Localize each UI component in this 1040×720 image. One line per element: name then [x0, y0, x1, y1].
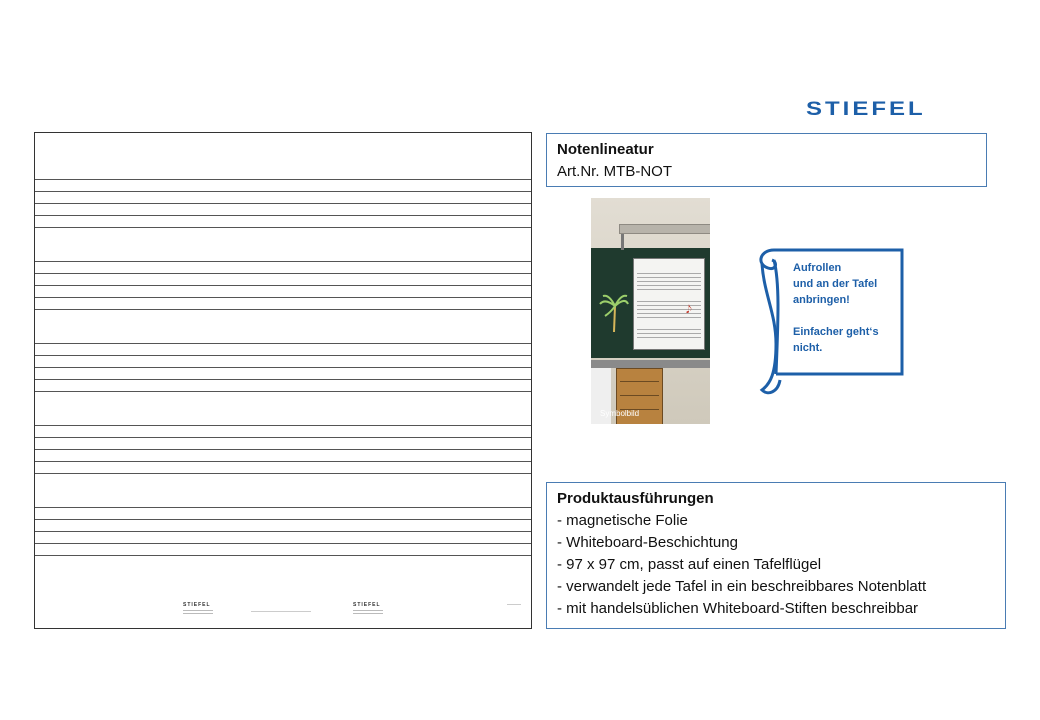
callout-line: Aufrollen	[793, 262, 842, 274]
map-rail	[619, 224, 710, 234]
footer-logo-right: STIEFEL	[353, 602, 381, 608]
features-box	[546, 482, 1006, 629]
callout-line: nicht.	[793, 342, 823, 354]
feature-item: - Whiteboard-Beschichtung	[557, 534, 738, 551]
callout-line: Einfacher geht‘s	[793, 326, 879, 338]
photo-caption: Symbolbild	[600, 409, 640, 418]
features-list	[557, 510, 995, 620]
callout-text	[793, 260, 893, 356]
feature-item: - verwandelt jede Tafel in ein beschreibbares Notenblatt	[557, 578, 927, 595]
feature-item: - 97 x 97 cm, passt auf einen Tafelflügel	[557, 556, 822, 573]
callout-line: anbringen!	[793, 294, 850, 306]
product-title-box	[546, 133, 987, 187]
feature-item: - mit handelsüblichen Whiteboard-Stiften beschreibbar	[557, 600, 919, 617]
product-photo	[591, 198, 710, 424]
staff-whiteboard	[633, 258, 705, 350]
music-note-icon: 𝅘𝅥𝅮	[686, 303, 692, 316]
article-number: Art.Nr. MTB-NOT	[557, 163, 672, 180]
features-title: Produktausführungen	[557, 490, 714, 507]
footer-logo-left: STIEFEL	[183, 602, 211, 608]
sheet-footer	[35, 600, 531, 620]
palm-tree-drawing	[599, 292, 629, 332]
staff-sheet-preview	[34, 132, 532, 629]
feature-item: - magnetische Folie	[557, 512, 688, 529]
brand-logo: STIEFEL	[806, 98, 926, 120]
product-name: Notenlineatur	[557, 141, 654, 158]
callout-line: und an der Tafel	[793, 278, 878, 290]
